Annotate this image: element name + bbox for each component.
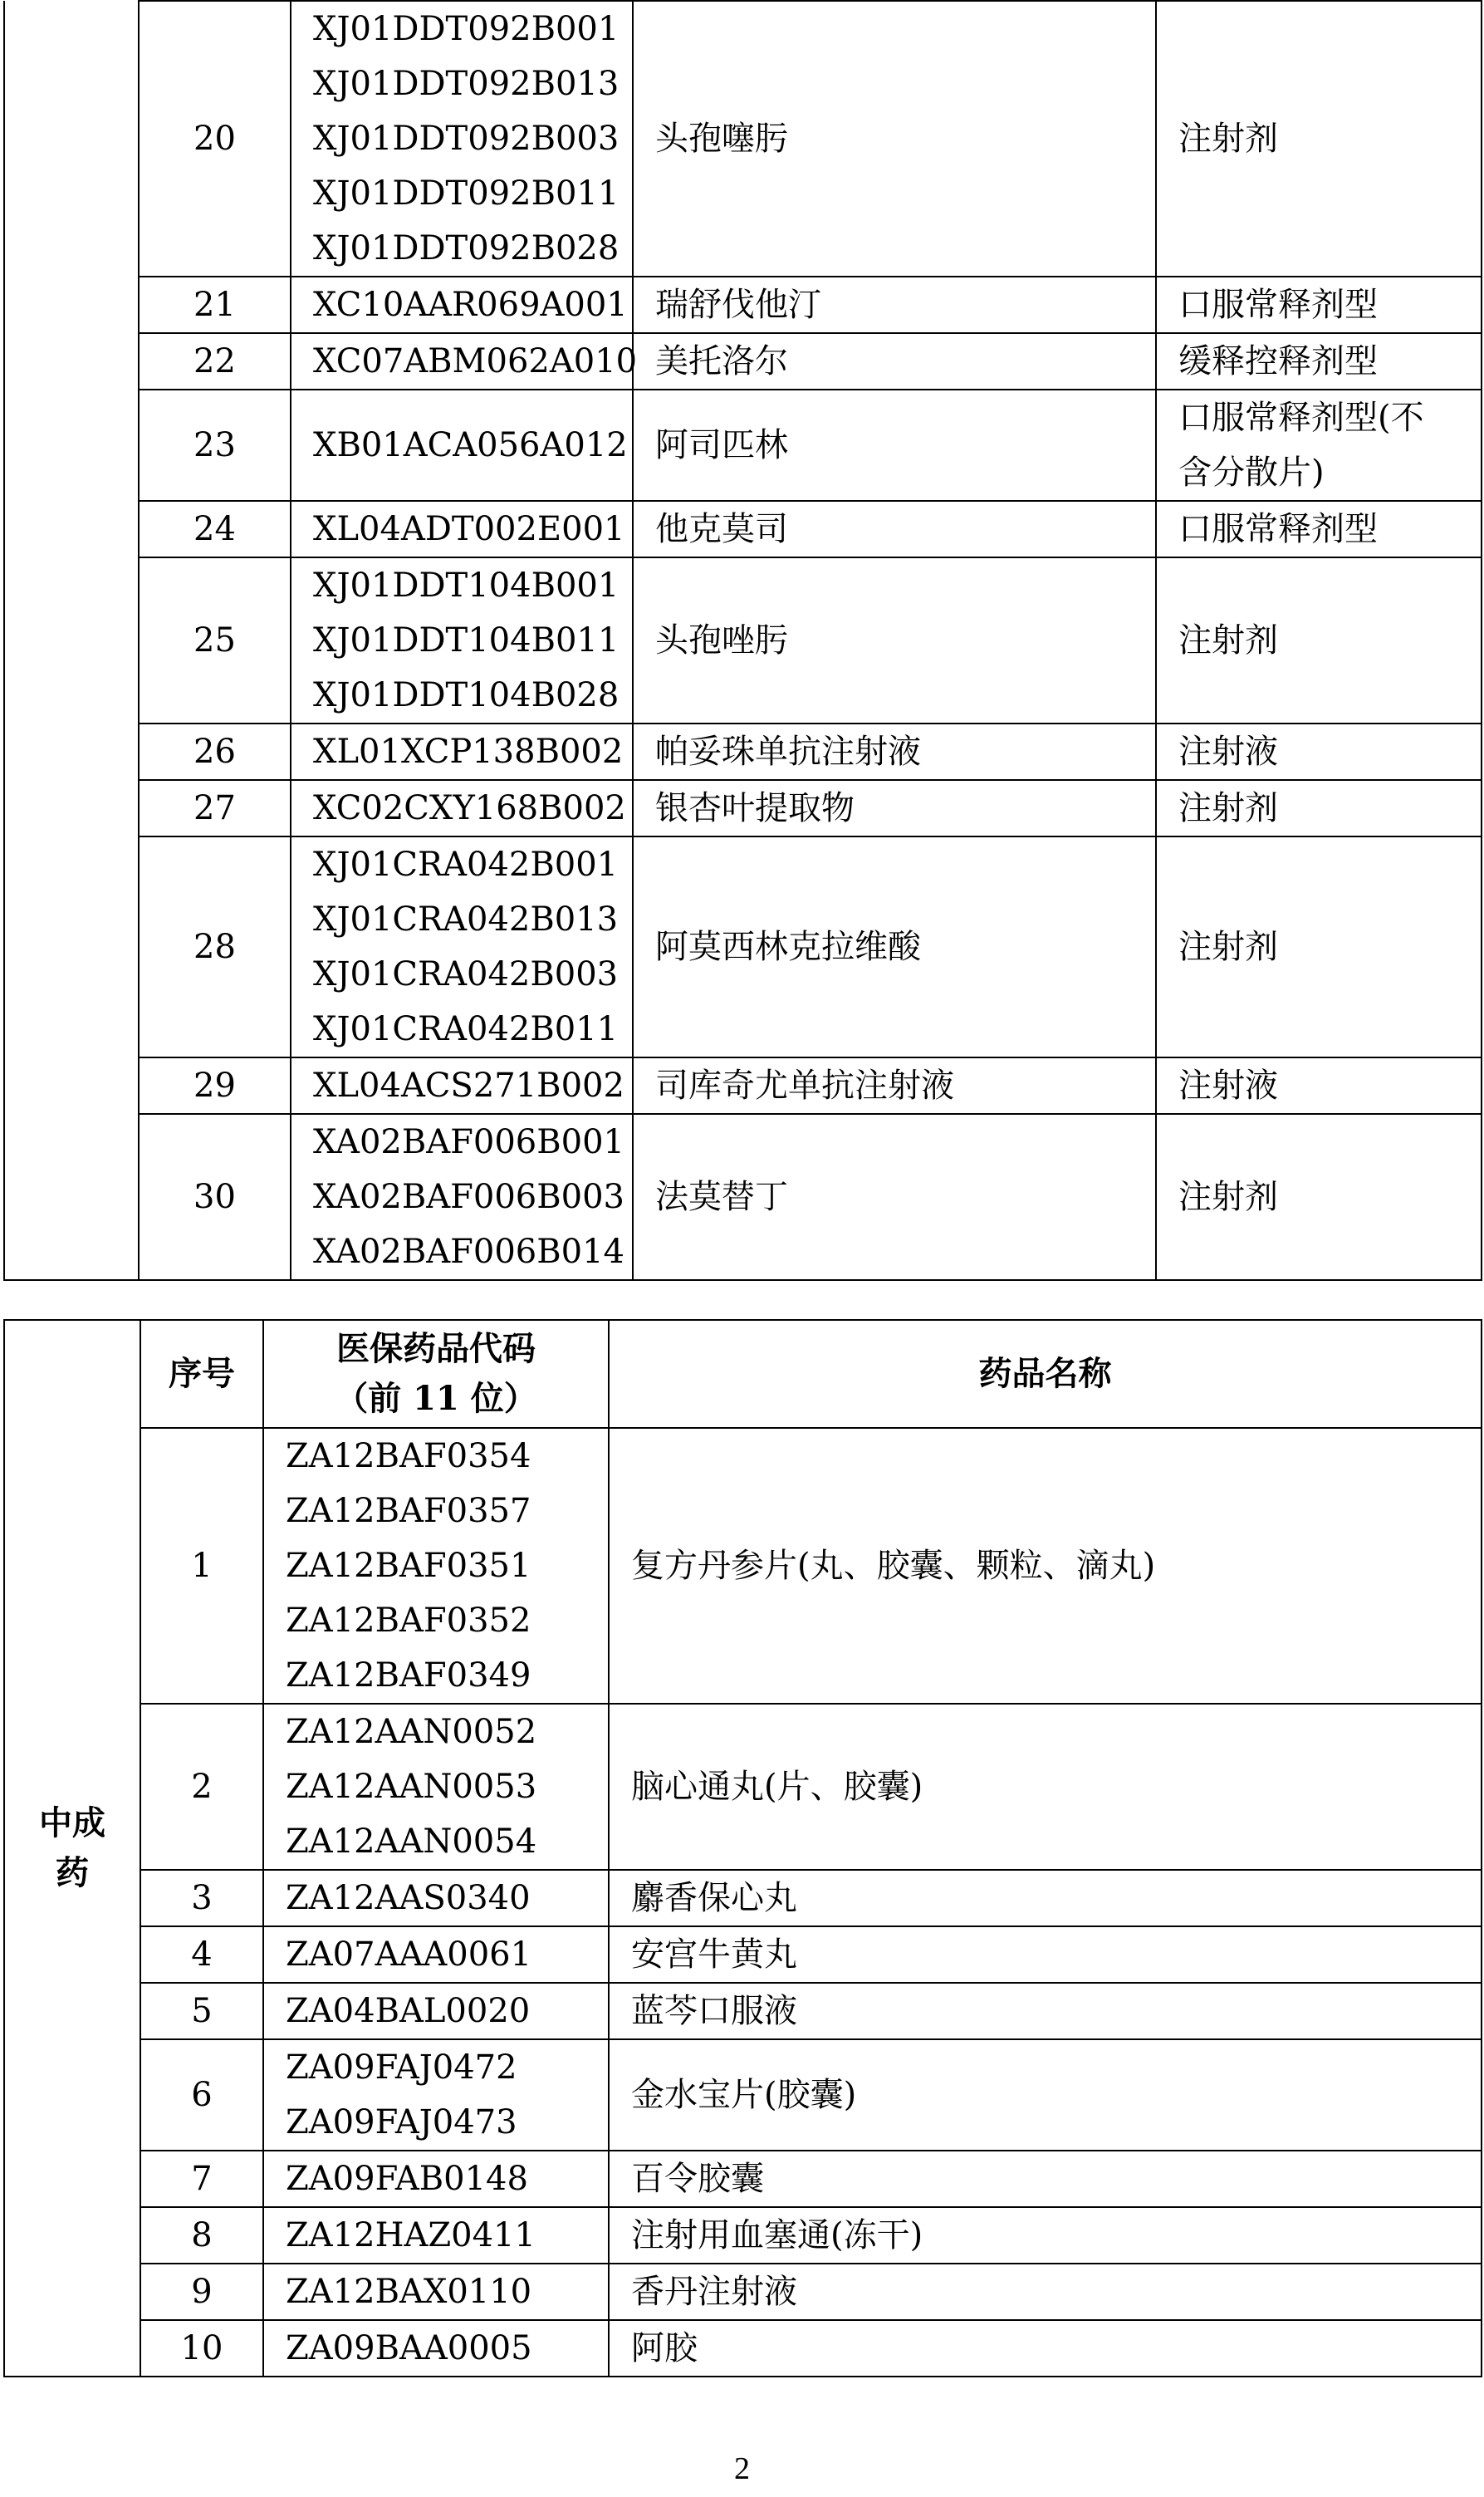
table-row xyxy=(4,333,1482,390)
serial-number: 9 xyxy=(140,2264,263,2320)
serial-number: 26 xyxy=(139,724,291,780)
table-row xyxy=(4,2039,1482,2151)
table-row xyxy=(4,390,1482,501)
serial-number: 21 xyxy=(139,277,291,333)
drug-name: 脑心通丸(片、胶囊) xyxy=(609,1704,1482,1870)
drug-name: 头孢噻肟 xyxy=(633,1,1156,277)
drug-codes: XL04ACS271B002 xyxy=(291,1057,633,1114)
drug-name: 安宫牛黄丸 xyxy=(609,1926,1482,1983)
dosage-form: 注射液 xyxy=(1156,1057,1482,1114)
header-drug-name: 药品名称 xyxy=(609,1320,1482,1428)
table-row xyxy=(4,836,1482,1057)
tcm-header-row xyxy=(4,1320,1482,1428)
drug-codes: ZA09BAA0005 xyxy=(263,2320,609,2377)
serial-number: 23 xyxy=(139,390,291,501)
serial-number: 24 xyxy=(139,501,291,557)
drug-name: 法莫替丁 xyxy=(633,1114,1156,1280)
drug-codes: XC02CXY168B002 xyxy=(291,780,633,836)
western-drug-table xyxy=(3,0,1482,1281)
table-row xyxy=(4,501,1482,557)
table-row xyxy=(4,1057,1482,1114)
drug-name: 阿胶 xyxy=(609,2320,1482,2377)
table-row xyxy=(4,1704,1482,1870)
serial-number: 7 xyxy=(140,2151,263,2207)
serial-number: 3 xyxy=(140,1870,263,1926)
drug-codes: XA02BAF006B001 XA02BAF006B003 XA02BAF006B014 xyxy=(291,1114,633,1280)
serial-number: 1 xyxy=(140,1428,263,1704)
serial-number: 6 xyxy=(140,2039,263,2151)
drug-name: 阿莫西林克拉维酸 xyxy=(633,836,1156,1057)
dosage-form: 缓释控释剂型 xyxy=(1156,333,1482,390)
drug-name: 麝香保心丸 xyxy=(609,1870,1482,1926)
serial-number: 29 xyxy=(139,1057,291,1114)
drug-name: 司库奇尤单抗注射液 xyxy=(633,1057,1156,1114)
dosage-form: 注射剂 xyxy=(1156,836,1482,1057)
drug-name: 美托洛尔 xyxy=(633,333,1156,390)
drug-codes: XJ01DDT104B001 XJ01DDT104B011 XJ01DDT104B028 xyxy=(291,557,633,724)
serial-number: 30 xyxy=(139,1114,291,1280)
drug-codes: XL04ADT002E001 xyxy=(291,501,633,557)
serial-number: 28 xyxy=(139,836,291,1057)
header-serial-number: 序号 xyxy=(140,1320,263,1428)
drug-codes: XB01ACA056A012 xyxy=(291,390,633,501)
drug-codes: ZA07AAA0061 xyxy=(263,1926,609,1983)
dosage-form: 口服常释剂型 xyxy=(1156,501,1482,557)
western-drug-table-body xyxy=(4,1,1482,1280)
dosage-form: 口服常释剂型(不 含分散片) xyxy=(1156,390,1482,501)
serial-number: 2 xyxy=(140,1704,263,1870)
table-row xyxy=(4,2151,1482,2207)
dosage-form: 口服常释剂型 xyxy=(1156,277,1482,333)
category-cell-continued xyxy=(4,1,139,1280)
table-row xyxy=(4,2207,1482,2264)
table-row xyxy=(4,2264,1482,2320)
dosage-form: 注射剂 xyxy=(1156,1,1482,277)
drug-name: 金水宝片(胶囊) xyxy=(609,2039,1482,2151)
dosage-form: 注射剂 xyxy=(1156,1114,1482,1280)
serial-number: 5 xyxy=(140,1983,263,2039)
drug-codes: ZA09FAB0148 xyxy=(263,2151,609,2207)
drug-codes: ZA12AAS0340 xyxy=(263,1870,609,1926)
tcm-drug-table-body xyxy=(4,1320,1482,2377)
drug-name: 头孢唑肟 xyxy=(633,557,1156,724)
table-row xyxy=(4,1114,1482,1280)
drug-codes: ZA12HAZ0411 xyxy=(263,2207,609,2264)
drug-codes: XC10AAR069A001 xyxy=(291,277,633,333)
drug-name: 蓝芩口服液 xyxy=(609,1983,1482,2039)
table-row xyxy=(4,1428,1482,1704)
table-row xyxy=(4,724,1482,780)
drug-codes: ZA12BAX0110 xyxy=(263,2264,609,2320)
serial-number: 25 xyxy=(139,557,291,724)
drug-name: 瑞舒伐他汀 xyxy=(633,277,1156,333)
drug-name: 他克莫司 xyxy=(633,501,1156,557)
drug-codes: ZA09FAJ0472 ZA09FAJ0473 xyxy=(263,2039,609,2151)
table-row xyxy=(4,557,1482,724)
table-row xyxy=(4,780,1482,836)
drug-name: 香丹注射液 xyxy=(609,2264,1482,2320)
tcm-drug-table xyxy=(3,1319,1482,2377)
page-number: 2 xyxy=(734,2451,750,2486)
header-drug-code: 医保药品代码 （前 11 位） xyxy=(263,1320,609,1428)
drug-codes: XL01XCP138B002 xyxy=(291,724,633,780)
dosage-form: 注射液 xyxy=(1156,724,1482,780)
dosage-form: 注射剂 xyxy=(1156,557,1482,724)
drug-name: 阿司匹林 xyxy=(633,390,1156,501)
serial-number: 27 xyxy=(139,780,291,836)
serial-number: 10 xyxy=(140,2320,263,2377)
drug-codes: XJ01DDT092B001 XJ01DDT092B013 XJ01DDT092B003 XJ01DDT092B011 XJ01DDT092B028 xyxy=(291,1,633,277)
drug-name: 复方丹参片(丸、胶囊、颗粒、滴丸) xyxy=(609,1428,1482,1704)
drug-codes: ZA12AAN0052 ZA12AAN0053 ZA12AAN0054 xyxy=(263,1704,609,1870)
table-row xyxy=(4,1870,1482,1926)
table-row xyxy=(4,277,1482,333)
drug-codes: ZA12BAF0354 ZA12BAF0357 ZA12BAF0351 ZA12BAF0352 ZA12BAF0349 xyxy=(263,1428,609,1704)
drug-name: 百令胶囊 xyxy=(609,2151,1482,2207)
drug-name: 银杏叶提取物 xyxy=(633,780,1156,836)
table-row xyxy=(4,1,1482,277)
drug-codes: XJ01CRA042B001 XJ01CRA042B013 XJ01CRA042B003 XJ01CRA042B011 xyxy=(291,836,633,1057)
drug-codes: ZA04BAL0020 xyxy=(263,1983,609,2039)
drug-name: 注射用血塞通(冻干) xyxy=(609,2207,1482,2264)
table-row xyxy=(4,1983,1482,2039)
serial-number: 20 xyxy=(139,1,291,277)
drug-codes: XC07ABM062A010 xyxy=(291,333,633,390)
table-row xyxy=(4,2320,1482,2377)
serial-number: 8 xyxy=(140,2207,263,2264)
tcm-category-cell: 中成 药 xyxy=(4,1320,140,2377)
serial-number: 22 xyxy=(139,333,291,390)
serial-number: 4 xyxy=(140,1926,263,1983)
dosage-form: 注射剂 xyxy=(1156,780,1482,836)
table-row xyxy=(4,1926,1482,1983)
drug-name: 帕妥珠单抗注射液 xyxy=(633,724,1156,780)
